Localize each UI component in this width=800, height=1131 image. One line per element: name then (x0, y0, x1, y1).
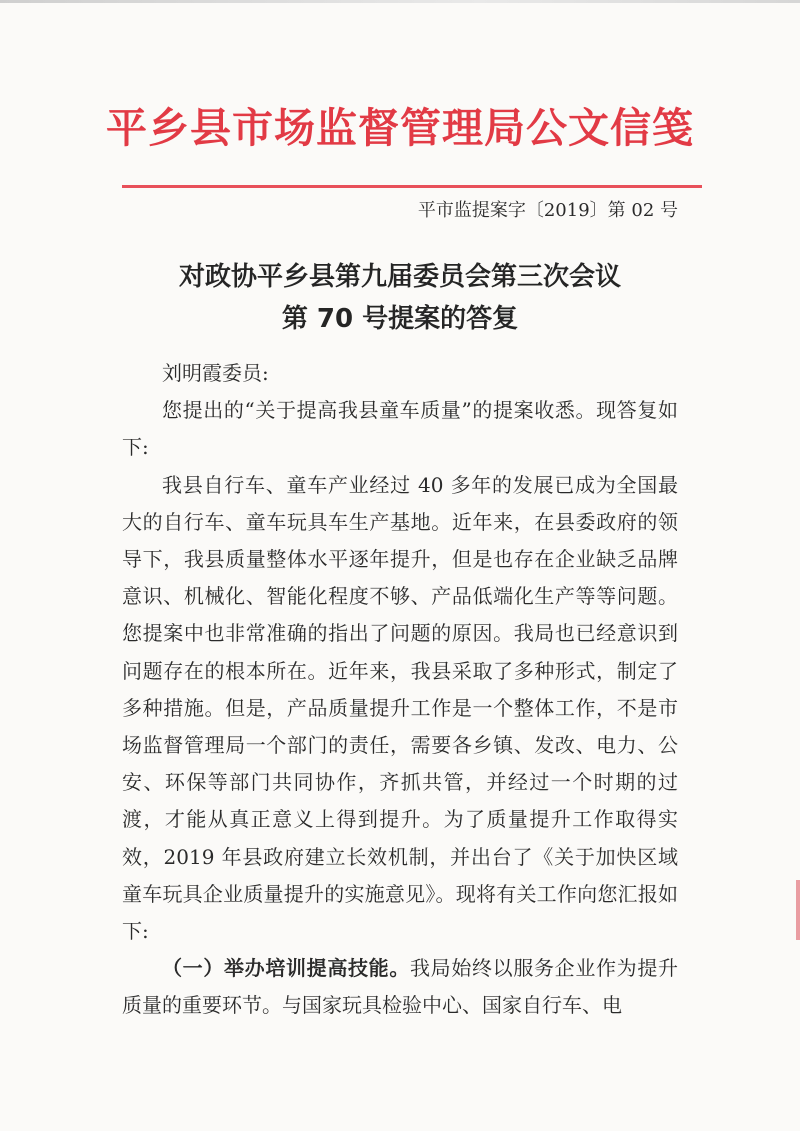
document-title-line-1: 对政协平乡县第九届委员会第三次会议 (178, 262, 621, 292)
document-number: 平市监提案字〔2019〕第 02 号 (417, 200, 678, 221)
letterhead-title: 平乡县市场监督管理局公文信笺 (106, 104, 694, 152)
section-1 (122, 950, 678, 1024)
section-1-heading: （一）举办培训提高技能。 (162, 956, 410, 981)
paragraph-acknowledgement: 您提出的“关于提高我县童车质量”的提案收悉。现答复如下: (122, 398, 678, 460)
section-1-text: 我局始终以服务企业作为提升质量的重要环节。与国家玩具检验中心、国家自行车、电 (122, 956, 678, 1018)
scan-edge (0, 0, 800, 3)
salutation: 刘明霞委员: (162, 361, 269, 385)
paragraph-background: 我县自行车、童车产业经过 40 多年的发展已成为全国最大的自行车、童车玩具车生产基地。近年来，在县委政府的领导下，我县质量整体水平逐年提升，但是也存在企业缺乏品牌意识、机械化、智能化程度不够、产品低端化生产等等问题。您提案中也非常准确的指出了问题的原因。我局也已经意识到问题存在的根本所在。近年来，我县采取了多种形式，制定了多种措施。但是，产品质量提升工作是一个整体工作，不是市场监督管理局一个部门的责任，需要各乡镇、发改、电力、公安、环保等部门共同协作，齐抓共管，并经过一个时期的过渡，才能从真正意义上得到提升。为了质量提升工作取得实效，2019 年县政府建立长效机制，并出台了《关于加快区域童车玩具企业质量提升的实施意见》。现将有关工作向您汇报如下: (122, 472, 678, 944)
letterhead-red-rule (122, 185, 702, 188)
document-body (122, 355, 678, 1025)
document-title-line-2: 第 70 号提案的答复 (281, 304, 519, 334)
scan-edge-mark (796, 880, 800, 940)
